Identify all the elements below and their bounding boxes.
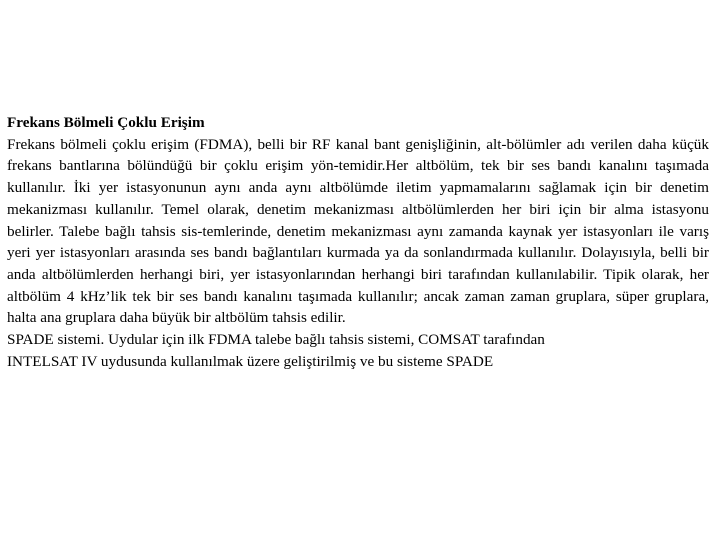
spade-line-2: INTELSAT IV uydusunda kullanılmak üzere geliştirilmiş ve bu sisteme SPADE <box>7 352 494 370</box>
spade-line-1: SPADE sistemi. Uydular için ilk FDMA talebe bağlı tahsis sistemi, COMSAT tarafından <box>7 331 545 349</box>
document-body <box>7 112 709 372</box>
document-title: Frekans Bölmeli Çoklu Erişim <box>7 114 205 131</box>
fdma-paragraph: Frekans bölmeli çoklu erişim (FDMA), belli bir RF kanal bant genişliğinin, alt-bölümler adı verilen daha küçük frekans bantlarına bölündüğü bir çoklu erişim yön-temidir.Her altbölüm, tek bir ses bandı kanalını taşımada kullanılır. İki yer istasyonunun aynı anda aynı altbölümde iletim yapmamalarını sağlamak için bir denetim mekanizması kullanılır. Temel olarak, denetim mekanizması altbölümlerden her biri için bir alma istasyonu belirler. Talebe bağlı tahsis sis-temlerinde, denetim mekanizması aynı zamanda kaynak yer istasyonları ile varış yeri yer istasyonları arasında ses bandı bağlantıları kurmada ya da sonlandırmada kullanılır. Dolayısıyla, belli bir anda altbölümlerden herhangi biri, yer istasyonlarından herhangi biri tarafından kullanılabilir. Tipik olarak, her altbölüm 4 kHz’lik tek bir ses bandı kanalını taşımada kullanılır; ancak zaman zaman gruplara, süper gruplara, halta ana gruplara daha büyük bir altbölüm tahsis edilir. <box>7 135 709 327</box>
